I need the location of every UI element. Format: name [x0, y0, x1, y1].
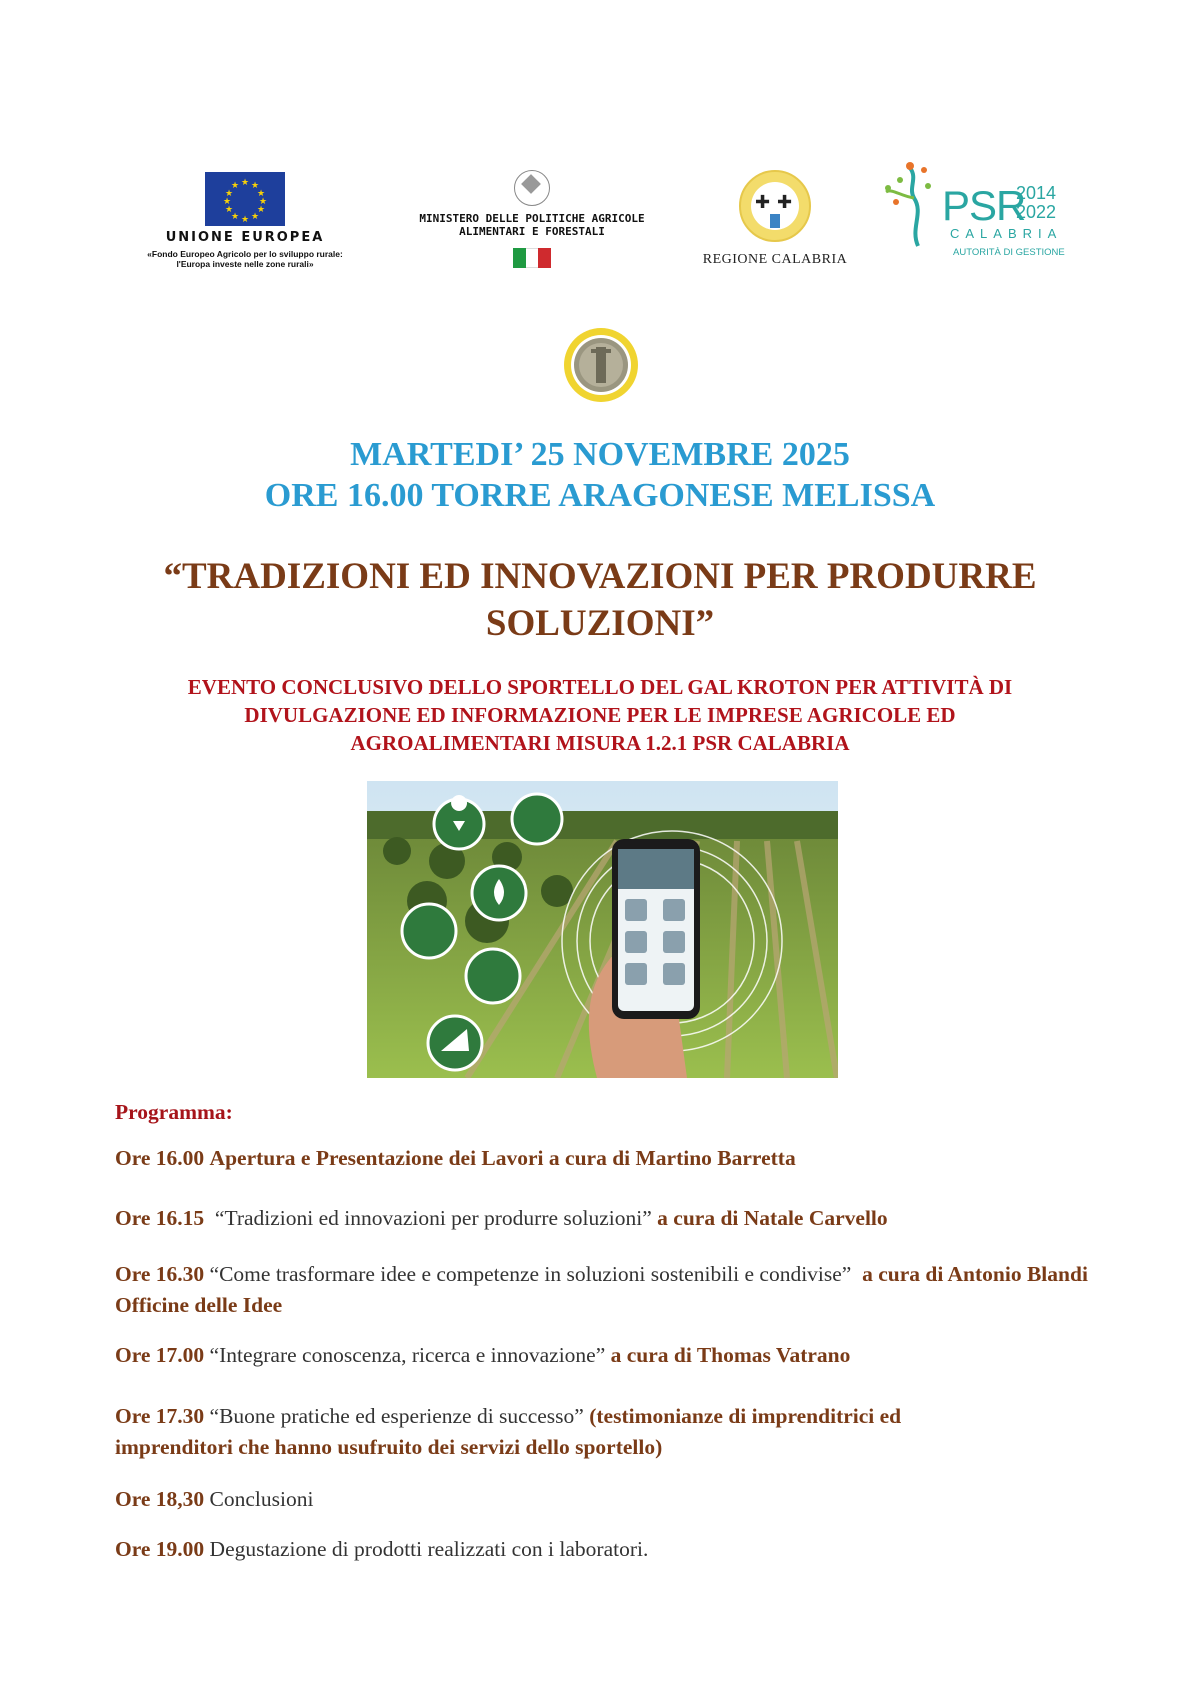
event-datetime	[0, 434, 1200, 516]
event-title-line1: “TRADIZIONI ED INNOVAZIONI PER PRODURRE	[163, 556, 1037, 597]
psr-brand: PSR	[942, 182, 1026, 229]
program-item	[115, 1203, 1095, 1234]
program-item	[115, 1143, 1095, 1174]
program-item	[115, 1340, 1095, 1371]
program-speaker: a cura di Thomas Vatrano	[610, 1343, 851, 1367]
program-time: Ore 17.30	[115, 1404, 205, 1428]
subtitle-line1: EVENTO CONCLUSIVO DELLO SPORTELLO DEL GAL KROTON PER ATTIVITÀ DI	[187, 675, 1013, 699]
event-subtitle	[90, 673, 1110, 757]
program-title: Conclusioni	[209, 1487, 314, 1511]
program-time: Ore 16.00	[115, 1146, 205, 1170]
smart-agriculture-photo	[367, 781, 838, 1078]
psr-year-start: 2014	[1016, 183, 1057, 203]
ministry-logo	[392, 170, 672, 268]
region-name: REGIONE CALABRIA	[702, 252, 848, 267]
eu-logo	[130, 172, 360, 269]
gal-kroton-logo	[563, 327, 639, 403]
psr-year-end: 2022	[1016, 202, 1057, 222]
program-item	[115, 1534, 1095, 1565]
program-title: Degustazione di prodotti realizzati con i laboratori.	[209, 1537, 649, 1561]
region-shield-icon: ✚ ✚	[739, 170, 811, 242]
ministry-name-line1: MINISTERO DELLE POLITICHE AGRICOLE	[419, 212, 645, 225]
program-time: Ore 16.30	[115, 1262, 205, 1286]
program-item	[115, 1259, 1095, 1321]
psr-tree-icon	[880, 158, 940, 248]
program-time: Ore 18,30	[115, 1487, 205, 1511]
program-item	[115, 1401, 1095, 1463]
eu-motto-line1: «Fondo Europeo Agricolo per lo sviluppo rurale:	[147, 249, 343, 259]
italian-emblem-icon	[514, 170, 550, 206]
farmer-icon	[512, 794, 562, 844]
program-title: “Come trasformare idee e competenze in soluzioni sostenibili e condivise”	[209, 1262, 852, 1286]
region-logo	[690, 170, 860, 268]
ministry-name	[392, 212, 672, 238]
program-speaker: a cura di Antonio Blandi Officine delle Idee	[115, 1262, 1088, 1317]
bug-icon	[466, 949, 520, 1003]
program-speaker: a cura di Natale Carvello	[657, 1206, 888, 1230]
italian-flag-icon	[513, 248, 551, 268]
program-title: “Buone pratiche ed esperienze di successo”	[209, 1404, 584, 1428]
program-title: “Integrare conoscenza, ricerca e innovazione”	[209, 1343, 606, 1367]
program-note-cont: imprenditori che hanno usufruito dei servizi dello sportello)	[115, 1435, 663, 1459]
program-item	[115, 1484, 1095, 1515]
program-time: Ore 16.15	[115, 1206, 205, 1230]
ministry-name-line2: ALIMENTARI E FORESTALI	[459, 225, 605, 238]
logo-row	[0, 160, 1200, 280]
psr-logo	[880, 158, 1080, 268]
eu-motto	[130, 249, 360, 269]
program-title: Apertura e Presentazione dei Lavori a cura di Martino Barretta	[209, 1146, 796, 1170]
event-title-line2: SOLUZIONI”	[485, 603, 715, 644]
sun-plant-icon	[402, 904, 456, 958]
psr-authority: AUTORITÀ DI GESTIONE	[953, 247, 1065, 258]
event-date: MARTEDI’ 25 NOVEMBRE 2025	[350, 436, 850, 473]
eu-motto-line2: l'Europa investe nelle zone rurali»	[176, 259, 314, 269]
program-heading: Programma:	[115, 1100, 233, 1124]
eu-flag-icon: ★ ★ ★ ★ ★ ★ ★ ★ ★ ★ ★ ★	[205, 172, 285, 226]
program-title: “Tradizioni ed innovazioni per produrre soluzioni”	[214, 1206, 652, 1230]
event-time-place: ORE 16.00 TORRE ARAGONESE MELISSA	[264, 477, 936, 514]
event-title	[80, 553, 1120, 647]
program-time: Ore 19.00	[115, 1537, 205, 1561]
subtitle-line3: AGROALIMENTARI MISURA 1.2.1 PSR CALABRIA	[350, 731, 850, 755]
subtitle-line2: DIVULGAZIONE ED INFORMAZIONE PER LE IMPRESE AGRICOLE ED	[244, 703, 956, 727]
eu-name: UNIONE EUROPEA	[165, 230, 325, 245]
program-note: (testimonianze di imprenditrici ed	[589, 1404, 902, 1428]
program-time: Ore 17.00	[115, 1343, 205, 1367]
psr-years	[1016, 184, 1056, 222]
psr-region: CALABRIA	[950, 226, 1063, 241]
